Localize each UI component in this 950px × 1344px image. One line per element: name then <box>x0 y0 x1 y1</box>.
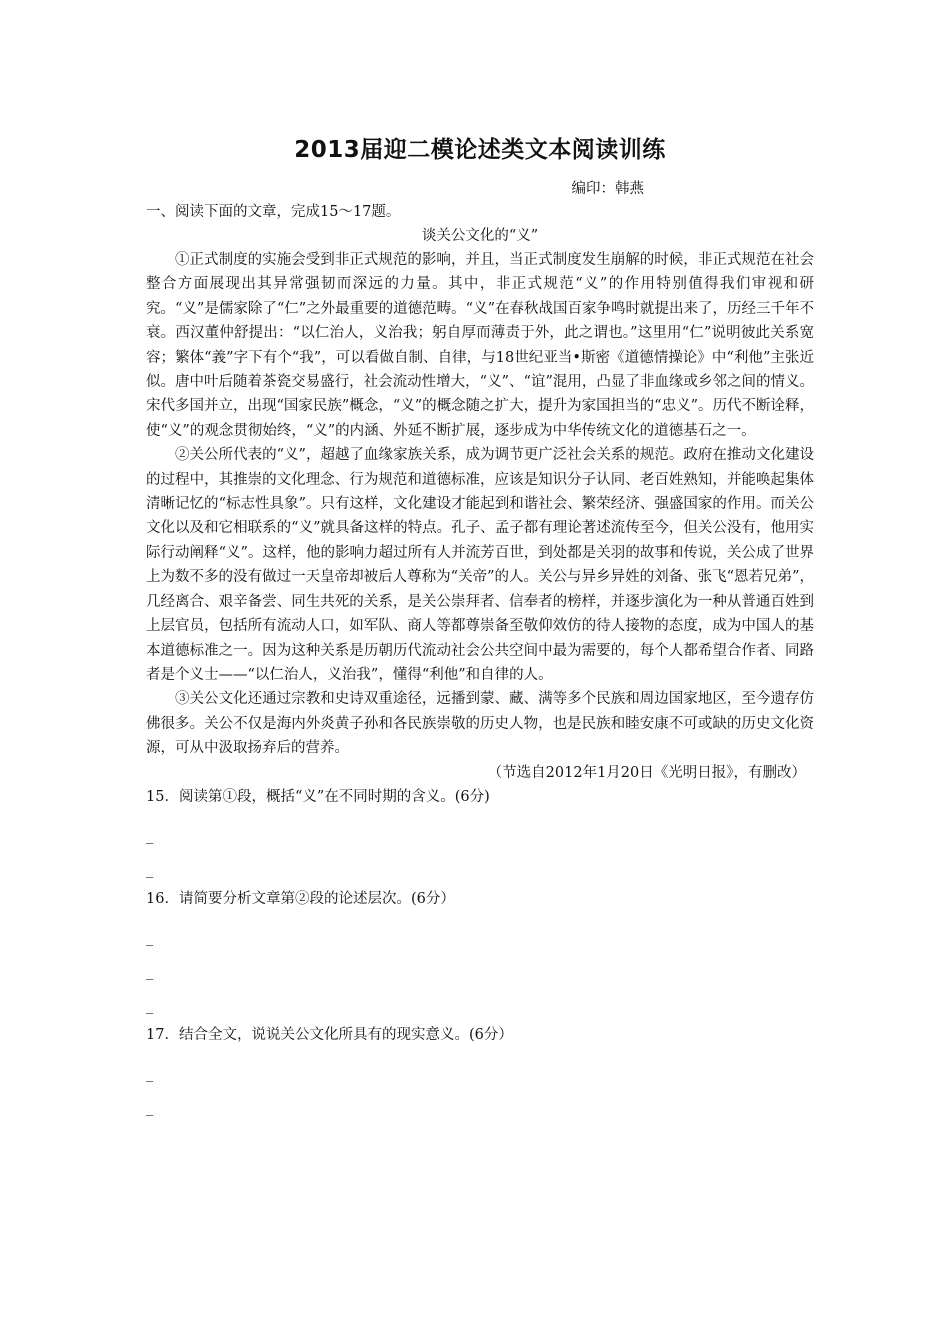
answer-blank[interactable]: _ <box>146 861 154 878</box>
question-text: 17．结合全文，说说关公文化所具有的现实意义。(6分） <box>146 1026 513 1043</box>
document-page <box>146 128 814 1125</box>
answer-blank[interactable]: _ <box>146 997 154 1014</box>
answer-blank[interactable]: _ <box>146 963 154 980</box>
question-17 <box>146 1023 814 1125</box>
question-15 <box>146 785 814 887</box>
article-body <box>146 248 814 761</box>
question-text: 16．请简要分析文章第②段的论述层次。(6分） <box>146 890 455 907</box>
source-citation: （节选自2012年1月20日《光明日报》，有删改） <box>487 764 806 781</box>
instruction-line: 一、阅读下面的文章，完成15～17题。 <box>146 204 401 220</box>
paragraph-3: ③关公文化还通过宗教和史诗双重途径，远播到蒙、藏、满等多个民族和周边国家地区，至今遗存仿佛很多。关公不仅是海内外炎黄子孙和各民族崇敬的历史人物，也是民族和睦安康不可或缺的历史文化资源，可从中汲取扬弃后的营养。 <box>146 691 814 757</box>
answer-blank[interactable]: _ <box>146 1099 154 1116</box>
answer-blank[interactable]: _ <box>146 929 154 946</box>
question-text: 15．阅读第①段，概括“义”在不同时期的含义。(6分) <box>146 788 490 805</box>
paragraph-2: ②关公所代表的“义”，超越了血缘家族关系，成为调节更广泛社会关系的规范。政府在推动文化建设的过程中，其推崇的文化理念、行为规范和道德标准，应该是知识分子认同、老百姓熟知，并能唤起集体清晰记忆的“标志性具象”。只有这样，文化建设才能起到和谐社会、繁荣经济、强盛国家的作用。而关公文化以及和它相联系的“义”就具备这样的特点。孔子、孟子都有理论著述流传至今，但关公没有，他用实际行动阐释“义”。这样，他的影响力超过所有人并流芳百世，到处都是关羽的故事和传说，关公成了世界上为数不多的没有做过一天皇帝却被后人尊称为“关帝”的人。关公与异乡异姓的刘备、张飞“恩若兄弟”，几经离合、艰辛备尝、同生共死的关系，是关公崇拜者、信奉者的榜样，并逐步演化为一种从普通百姓到上层官员，包括所有流动人口，如军队、商人等都尊崇备至敬仰效仿的待人接物的态度，成为中国人的基本道德标准之一。因为这种关系是历朝历代流动社会公共空间中最为需要的，每个人都希望合作者、同路者是个义士——“以仁治人，义治我”，懂得“利他”和自律的人。 <box>146 447 814 683</box>
question-16 <box>146 887 814 1023</box>
answer-blank[interactable]: _ <box>146 1065 154 1082</box>
document-title: 2013届迎二模论述类文本阅读训练 <box>294 137 666 163</box>
editor-line: 编印：韩燕 <box>571 181 644 197</box>
paragraph-1: ①正式制度的实施会受到非正式规范的影响，并且，当正式制度发生崩解的时候，非正式规范在社会整合方面展现出其异常强韧而深远的力量。其中，非正式规范“义”的作用特别值得我们审视和研究。“义”是儒家除了“仁”之外最重要的道德范畴。“义”在春秋战国百家争鸣时就提出来了，历经三千年不衰。西汉董仲舒提出：“以仁治人，义治我；躬自厚而薄责于外，此之谓也。”这里用“仁”说明彼此关系宽容；繁体“義”字下有个“我”，可以看做自制、自律，与18世纪亚当•斯密《道德情操论》中“利他”主张近似。唐中叶后随着茶瓷交易盛行，社会流动性增大，“义”、“谊”混用，凸显了非血缘或乡邻之间的情义。宋代多国并立，出现“国家民族”概念，“义”的概念随之扩大，提升为家国担当的“忠义”。历代不断诠释，使“义”的观念贯彻始终，“义”的内涵、外延不断扩展，逐步成为中华传统文化的道德基石之一。 <box>146 252 814 439</box>
article-title: 谈关公文化的“义” <box>421 228 539 244</box>
answer-blank[interactable]: _ <box>146 827 154 844</box>
